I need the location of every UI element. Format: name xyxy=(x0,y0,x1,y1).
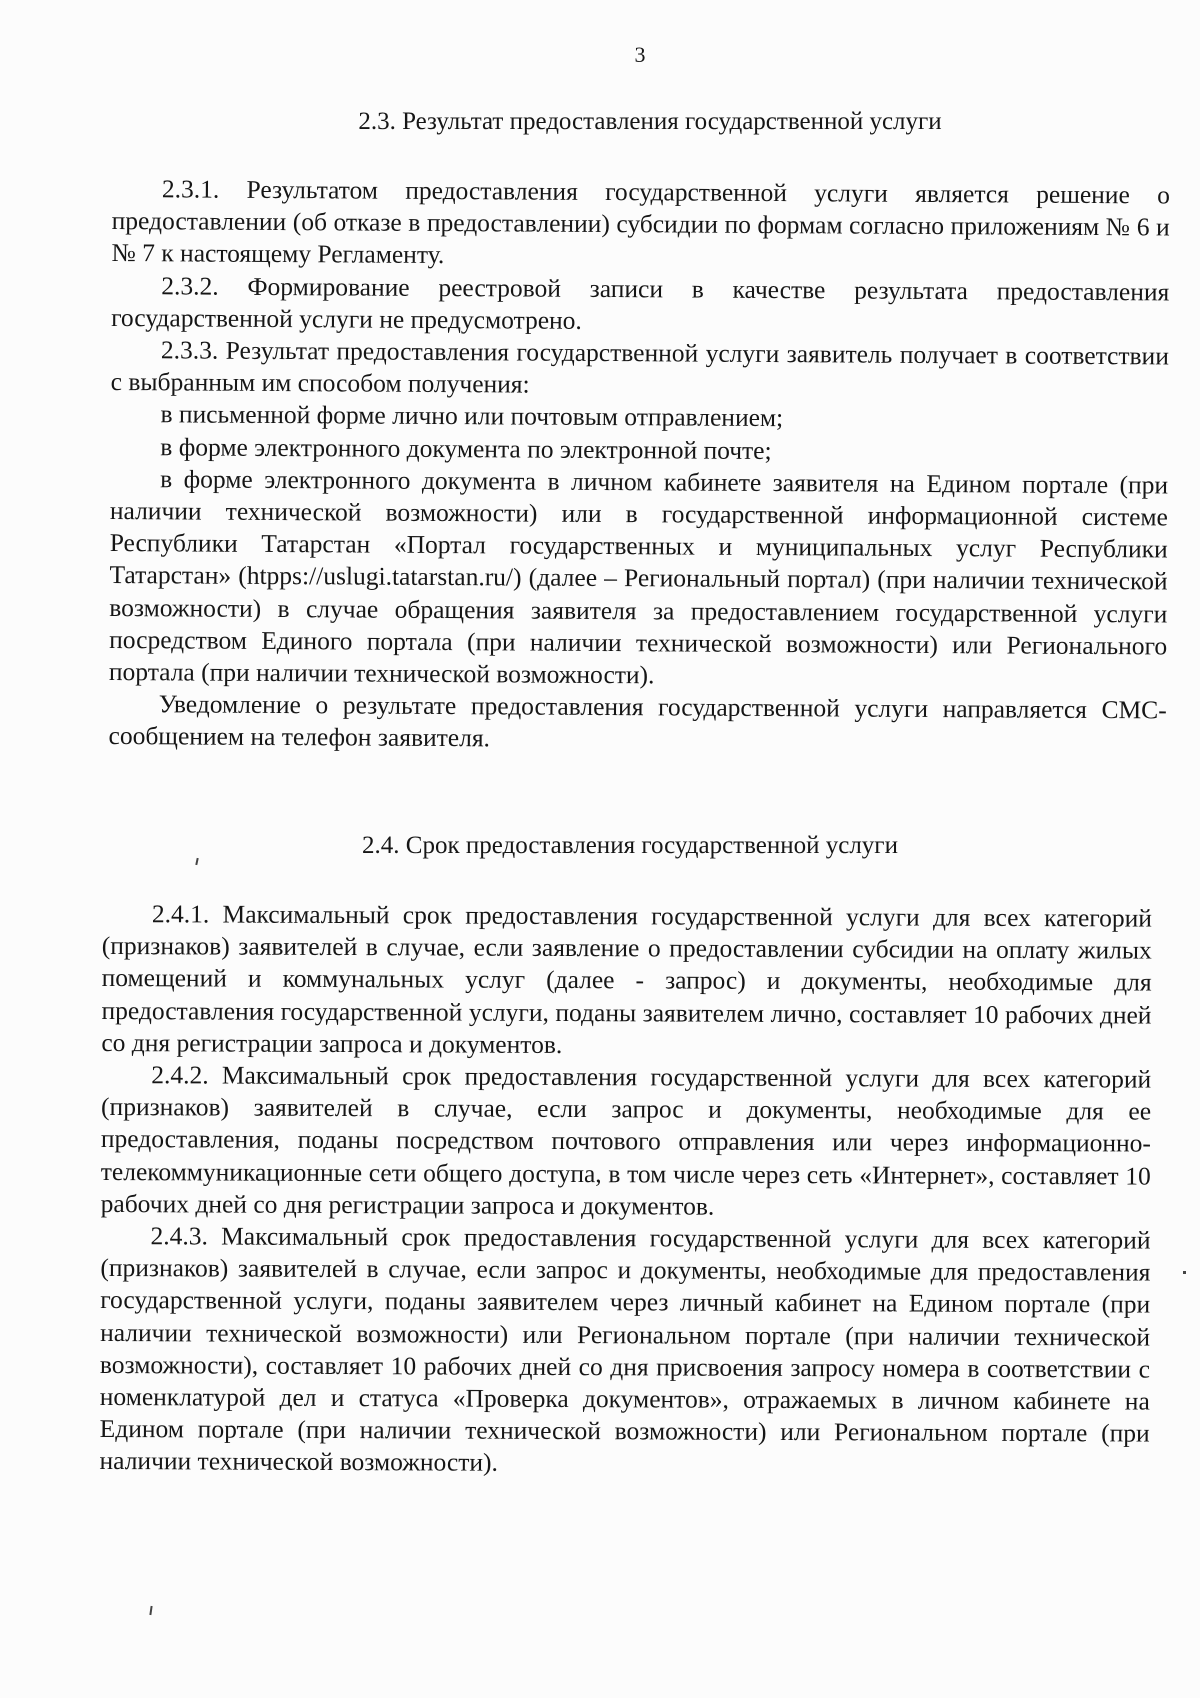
paragraph-2-4-1: 2.4.1. Максимальный срок предоставления государственной услуги для всех категорий (признаков) заявителей в случае, если заявление о предоставлении субсидии на оплату жилых помещений и коммунальных услуг (далее - запрос) и документы, необходимые для предоставления государственной услуги, поданы заявителем лично, составляет 10 рабочих дней со дня регистрации запроса и документов. xyxy=(101,899,1152,1059)
scan-speck xyxy=(1183,1271,1186,1274)
paragraph-2-4-2: 2.4.2. Максимальный срок предоставления государственной услуги для всех категорий (признаков) заявителей в случае, если запрос и документы, необходимые для ее предоставления, поданы посредством почтового отправления или через информационно-телекоммуникационные сети общего доступа, в том числе через сеть «Интернет», составляет 10 рабочих дней со дня регистрации запроса и документов. xyxy=(100,1060,1152,1221)
section-body-2-4 xyxy=(99,898,1152,1482)
section-heading-2-3: 2.3. Результат предоставления государственной услуги xyxy=(358,108,942,135)
section-heading-2-4: 2.4. Срок предоставления государственной услуги xyxy=(362,832,898,859)
paragraph-2-4-3: 2.4.3. Максимальный срок предоставления государственной услуги для всех категорий (признаков) заявителей в случае, если запрос и документы, необходимые для предоставления государственной услуги, поданы заявителем через личный кабинет на Едином портале (при наличии технической возможности) или Региональном портале (при наличии технической возможности), составляет 10 рабочих дней со дня присвоения запросу номера в соответствии с номенклатурой дел и статуса «Проверка документов», отражаемых в личном кабинете на Едином портале (при наличии технической возможности) или Региональном портале (при наличии технической возможности). xyxy=(99,1221,1151,1478)
paragraph-2-3-3: 2.3.3. Результат предоставления государственной услуги заявитель получает в соответствии с выбранным им способом получения: xyxy=(110,335,1169,399)
list-item-portal-form: в форме электронного документа в личном кабинете заявителя на Едином портале (при наличии технической возможности) или в государственной информационной системе Республики Татарстан «Портал государственных и муниципальных услуг Республики Татарстан» (htpps://uslugi.tatarstan.ru/) (далее – Региональный портал) (при наличии технической возможности) в случае обращения заявителя за предоставлением государственной услуги посредством Единого портала (при наличии технической возможности) или Регионального портала (при наличии технической возможности). xyxy=(108,464,1169,690)
paragraph-2-3-2: 2.3.2. Формирование реестровой записи в качестве результата предоставления государственной услуги не предусмотрено. xyxy=(111,270,1170,335)
page-number: 3 xyxy=(634,42,646,67)
list-item-email-form: в форме электронного документа по электронной почте; xyxy=(160,431,772,465)
list-item-written-form: в письменной форме лично или почтовым отправлением; xyxy=(160,399,784,433)
scan-speck xyxy=(149,1606,152,1615)
paragraph-notification: Уведомление о результате предоставления государственной услуги направляется СМС-сообщением на телефон заявителя. xyxy=(108,689,1167,753)
paragraph-2-3-1: 2.3.1. Результатом предоставления государственной услуги является решение о предоставлении (об отказе в предоставлении) субсидии по формам согласно приложениям № 6 и № 7 к настоящему Регламенту. xyxy=(111,174,1170,270)
section-body-2-3 xyxy=(108,173,1170,759)
scan-speck xyxy=(195,858,198,865)
